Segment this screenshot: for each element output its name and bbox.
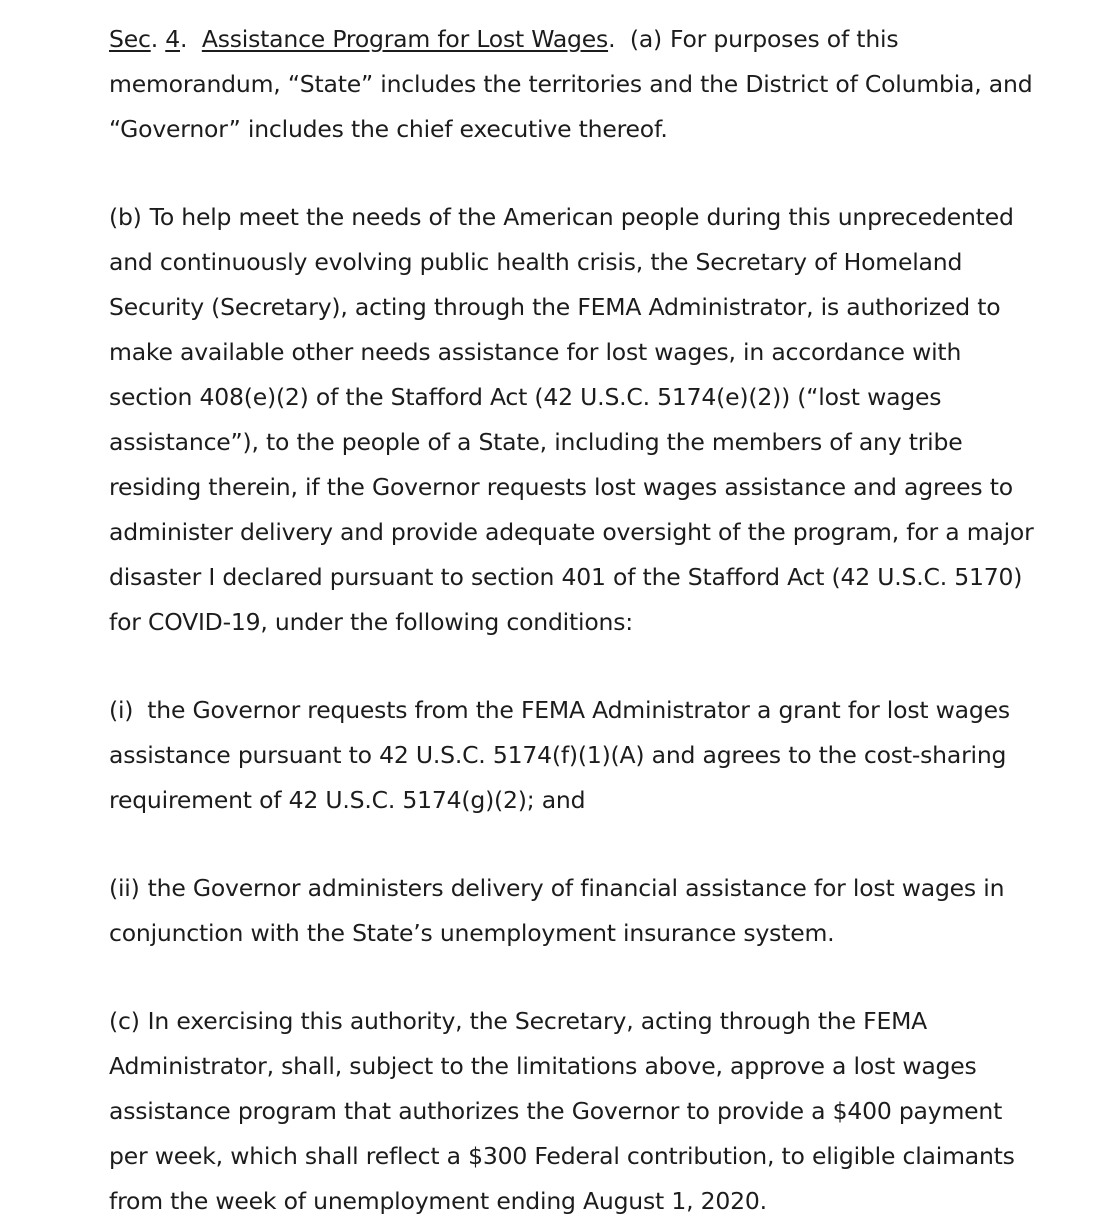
section-number: 4 — [165, 25, 181, 53]
section-4-paragraph-a: Sec. 4. Assistance Program for Lost Wages. (a) For purposes of this memorandum, “State” includes the territories and the District of Columbia, and “Governor” includes the chief executive thereof. — [109, 25, 1033, 143]
subsection-b-marker: (b) — [109, 203, 142, 231]
section-heading: Assistance Program for Lost Wages — [201, 25, 609, 53]
condition-i-text: the Governor requests from the FEMA Administrator a grant for lost wages assistance pursuant to 42 U.S.C. 5174(f)(1)(A) and agrees to the cost-sharing requirement of 42 U.S.C. 5174(g)(2); and — [109, 696, 1010, 814]
subsection-b-paragraph — [109, 195, 1039, 645]
condition-ii-paragraph — [109, 866, 1039, 956]
subsection-c-marker: (c) — [109, 1007, 140, 1035]
condition-i-marker: (i) — [109, 696, 134, 724]
subsection-a-marker: (a) — [629, 25, 663, 53]
condition-ii-marker: (ii) — [109, 874, 140, 902]
section-label: Sec — [109, 25, 151, 53]
condition-i-paragraph — [109, 688, 1039, 823]
subsection-a-text: For purposes of this memorandum, “State” includes the territories and the District of Columbia, and “Governor” includes the chief executive thereof. — [109, 25, 1033, 143]
subsection-c-paragraph — [109, 999, 1039, 1224]
subsection-c-text: In exercising this authority, the Secretary, acting through the FEMA Administrator, shall, subject to the limitations above, approve a lost wages assistance program that authorizes the Governor to provide a $400 payment per week, which shall reflect a $300 Federal contribution, to eligible claimants from the week of unemployment ending August 1, 2020. — [109, 1007, 1015, 1215]
document-page — [109, 17, 1039, 1224]
subsection-b-text: To help meet the needs of the American people during this unprecedented and continuously evolving public health crisis, the Secretary of Homeland Security (Secretary), acting through the FEMA Administrator, is authorized to make available other needs assistance for lost wages, in accordance with section 408(e)(2) of the Stafford Act (42 U.S.C. 5174(e)(2)) (“lost wages assistance”), to the people of a State, including the members of any tribe residing therein, if the Governor requests lost wages assistance and agrees to administer delivery and provide adequate oversight of the program, for a major disaster I declared pursuant to section 401 of the Stafford Act (42 U.S.C. 5170) for COVID-19, under the following conditions: — [109, 203, 1034, 636]
condition-ii-text: the Governor administers delivery of financial assistance for lost wages in conjunction with the State’s unemployment insurance system. — [109, 874, 1005, 947]
